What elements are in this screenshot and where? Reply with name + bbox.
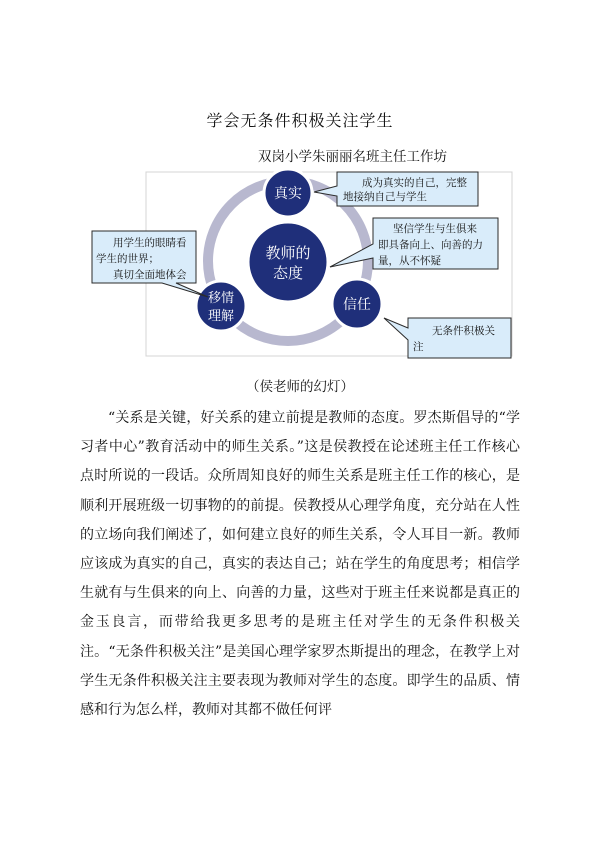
body-paragraph: “关系是关键，好关系的建立前提是教师的态度。罗杰斯倡导的“学习者中心”教育活动中的师生关系。”这是侯教授在论述班主任工作核心点时所说的一段话。众所周知良好的师生关系是班主任工作的核心，是顺利开展班级一切事物的的前提。侯教授从心理学角度，充分站在人性的立场向我们阐述了，如何建立良好的师生关系，令人耳目一新。教师应该成为真实的自己，真实的表达自己；站在学生的角度思考；相信学生就有与生俱来的向上、向善的力量，这些对于班主任来说都是真正的金玉良言，而带给我更多思考的是班主任对学生的无条件积极关注。“无条件积极关注”是美国心理学家罗杰斯提出的理念，在教学上对学生无条件积极关注主要表现为教师对学生的态度。即学生的品质、情感和行为怎么样，教师对其都不做任何评: [80, 410, 520, 719]
callout-mid-line2: 即具备向上、向善的力: [378, 239, 483, 251]
attitude-diagram: [0, 0, 600, 400]
center-node-line1: 教师的: [265, 244, 311, 262]
node-xinren-label: 信任: [343, 297, 371, 313]
document-subtitle: 双岗小学朱丽丽名班主任工作坊: [258, 149, 447, 165]
center-node: [248, 222, 328, 302]
callout-left-line2: 学生的世界；: [96, 253, 159, 265]
callout-mid-line1: 坚信学生与生俱来: [393, 223, 477, 235]
figure-caption: （侯老师的幻灯）: [246, 379, 354, 395]
callout-mid-line3: 量，从不怀疑: [378, 255, 441, 267]
callout-top-line2: 地接纳自己与学生: [343, 191, 427, 203]
callout-bottom-line2: 注: [413, 341, 424, 353]
node-yiqing-line2: 理解: [207, 309, 235, 324]
center-node-line2: 态度: [272, 264, 304, 282]
document-title: 学会无条件积极关注学生: [206, 111, 394, 130]
callout-left-line3: 真切全面地体会: [113, 269, 187, 281]
callout-bottom-line1: 无条件积极关: [432, 325, 495, 337]
node-yiqing-line1: 移情: [207, 291, 235, 306]
callout-left-line1: 用学生的眼睛看: [113, 237, 187, 249]
callout-top-line1: 成为真实的自己，完整: [362, 177, 467, 189]
body-text: [80, 404, 520, 725]
node-zhenshi-label: 真实: [274, 186, 302, 202]
